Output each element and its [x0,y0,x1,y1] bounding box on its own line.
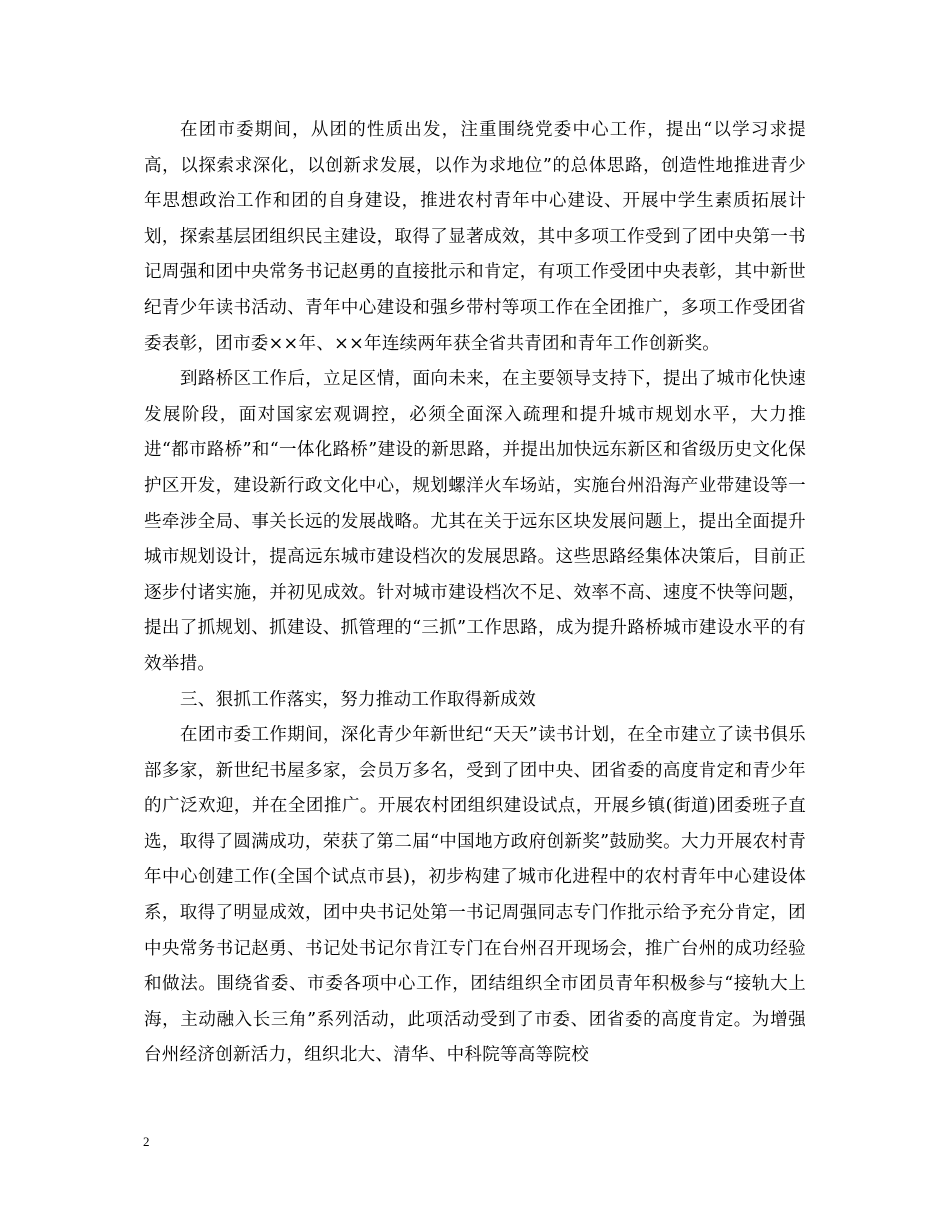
section-heading: 三、狠抓工作落实，努力推动工作取得新成效 [180,689,536,710]
page-number: 2 [143,1134,150,1149]
paragraph-implementation-results: 在团市委工作期间，深化青少年新世纪“天天”读书计划，在全市建立了读书俱乐部多家，新世纪书屋多家，会员万多名，受到了团中央、团省委的高度肯定和青少年的广泛欢迎，并在全团推广。开展农村团组织建设试点，开展乡镇(街道)团委班子直选，取得了圆满成功，荣获了第二届“中国地方政府创新奖”鼓励奖。大力开展农村青年中心创建工作(全国个试点市县)，初步构建了城市化进程中的农村青年中心建设体系，取得了明显成效，团中央书记处第一书记周强同志专门作批示给予充分肯定，团中央常务书记赵勇、书记处书记尔肯江专门在台州召开现场会，推广台州的成功经验和做法。围绕省委、市委各项中心工作，团结组织全市团员青年积极参与“接轨大上海，主动融入长三角”系列活动，此项活动受到了市委、团省委的高度肯定。为增强台州经济创新活力，组织北大、清华、中科院等高等院校 [144,725,806,1066]
paragraph-youth-league-work: 在团市委期间，从团的性质出发，注重围绕党委中心工作，提出“以学习求提高，以探索求深化，以创新求发展，以作为求地位”的总体思路，创造性地推进青少年思想政治工作和团的自身建设，推进农村青年中心建设、开展中学生素质拓展计划，探索基层团组织民主建设，取得了显著成效，其中多项工作受到了团中央第一书记周强和团中央常务书记赵勇的直接批示和肯定，有项工作受团中央表彰，其中新世纪青少年读书活动、青年中心建设和强乡带村等项工作在全团推广，多项工作受团省委表彰，团市委××年、××年连续两年获全省共青团和青年工作创新奖。 [144,120,806,354]
paragraph-luqiao-district-work: 到路桥区工作后，立足区情，面向未来，在主要领导支持下，提出了城市化快速发展阶段，面对国家宏观调控，必须全面深入疏理和提升城市规划水平，大力推进“都市路桥”和“一体化路桥”建设的新思路，并提出加快远东新区和省级历史文化保护区开发，建设新行政文化中心，规划螺洋火车场站，实施台州沿海产业带建设等一些牵涉全局、事关长远的发展战略。尤其在关于远东区块发展问题上，提出全面提升城市规划设计，提高远东城市建设档次的发展思路。这些思路经集体决策后，目前正逐步付诸实施，并初见成效。针对城市建设档次不足、效率不高、速度不快等问题，提出了抓规划、抓建设、抓管理的“三抓”工作思路，成为提升路桥城市建设水平的有效举措。 [144,369,806,674]
document-body [144,113,806,1074]
